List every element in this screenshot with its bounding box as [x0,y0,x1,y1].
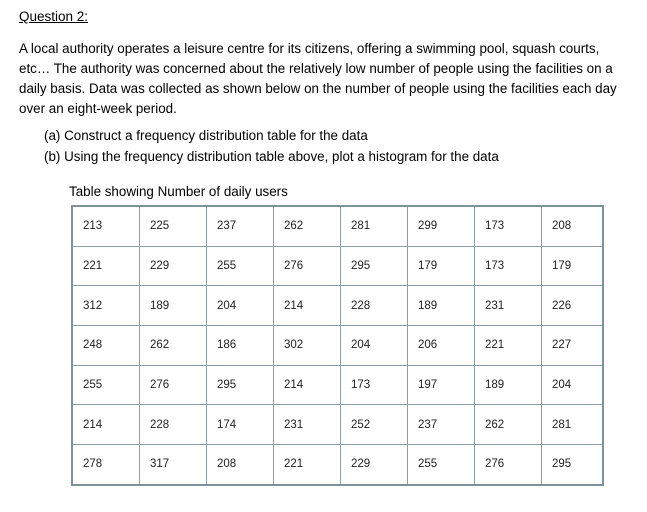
table-cell: 179 [408,246,475,286]
table-cell: 173 [341,365,408,405]
table-cell: 179 [542,246,604,286]
table-cell: 237 [207,206,274,246]
table-cell: 299 [408,206,475,246]
table-cell: 252 [341,405,408,445]
table-cell: 229 [140,246,207,286]
table-cell: 214 [274,286,341,326]
table-row [72,445,603,485]
table-cell: 255 [408,445,475,485]
table-cell: 255 [72,365,140,405]
table-cell: 276 [274,246,341,286]
table-cell: 174 [207,405,274,445]
table-cell: 206 [408,326,475,366]
table-cell: 213 [72,206,140,246]
table-cell: 186 [207,326,274,366]
table-cell: 295 [207,365,274,405]
table-cell: 221 [274,445,341,485]
table-cell: 317 [140,445,207,485]
question-parts [44,125,499,167]
table-cell: 281 [542,405,604,445]
table-cell: 208 [542,206,604,246]
table-cell: 204 [207,286,274,326]
table-cell: 189 [408,286,475,326]
table-row [72,326,603,366]
table-row [72,206,603,246]
table-row [72,286,603,326]
table-cell: 262 [274,206,341,246]
daily-users-table [71,205,604,486]
table-cell: 231 [475,286,542,326]
table-cell: 204 [341,326,408,366]
table-cell: 221 [72,246,140,286]
table-cell: 225 [140,206,207,246]
table-cell: 278 [72,445,140,485]
table-cell: 173 [475,206,542,246]
table-cell: 276 [475,445,542,485]
table-cell: 255 [207,246,274,286]
table-cell: 226 [542,286,604,326]
question-part-b: (b) Using the frequency distribution table above, plot a histogram for the data [44,149,499,164]
question-intro: A local authority operates a leisure centre for its citizens, offering a swimming pool, squash courts, etc… The authority was concerned about the relatively low number of people using the facilities on a daily basis. Data was collected as shown below on the number of people using the facilities each day over an eight-week period. [19,41,617,116]
table-cell: 229 [341,445,408,485]
table-row [72,405,603,445]
table-cell: 214 [274,365,341,405]
table-cell: 189 [140,286,207,326]
table-cell: 221 [475,326,542,366]
table-cell: 204 [542,365,604,405]
table-cell: 228 [341,286,408,326]
table-row [72,365,603,405]
table-cell: 227 [542,326,604,366]
table-cell: 295 [341,246,408,286]
table-cell: 312 [72,286,140,326]
table-cell: 231 [274,405,341,445]
table-row [72,246,603,286]
table-cell: 262 [475,405,542,445]
table-cell: 214 [72,405,140,445]
table-cell: 281 [341,206,408,246]
table-cell: 173 [475,246,542,286]
question-heading: Question 2: [19,9,89,24]
table-cell: 228 [140,405,207,445]
question-part-a: (a) Construct a frequency distribution table for the data [44,128,368,143]
table-cell: 248 [72,326,140,366]
table-cell: 197 [408,365,475,405]
table-cell: 189 [475,365,542,405]
table-cell: 237 [408,405,475,445]
table-cell: 302 [274,326,341,366]
table-cell: 208 [207,445,274,485]
table-cell: 276 [140,365,207,405]
table-cell: 295 [542,445,604,485]
table-caption: Table showing Number of daily users [69,184,288,199]
table-cell: 262 [140,326,207,366]
